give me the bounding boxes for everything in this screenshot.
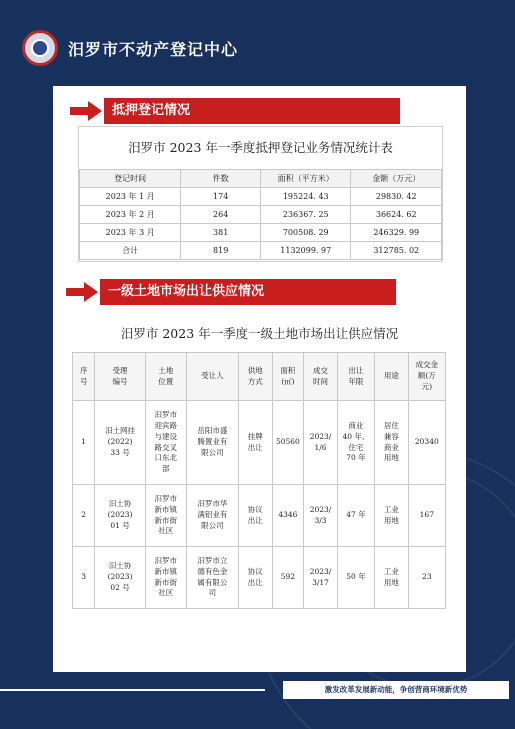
cell-line: 口东北 [154, 453, 177, 463]
cell-line: 兼容 [383, 431, 399, 441]
cell-line: 挂牌 [247, 431, 263, 441]
cell-line: 额(万 [417, 371, 436, 381]
cell-line: 新市镇 [154, 504, 177, 514]
table-cell [95, 485, 145, 547]
table-row [80, 206, 442, 224]
cell-line: 1 [81, 437, 87, 447]
cell-line: 社区 [158, 526, 174, 536]
column-header [238, 353, 272, 401]
cell-line: 2023/ [309, 504, 332, 514]
cell-line: 01 号 [110, 520, 130, 530]
column-header [73, 353, 95, 401]
table-cell [238, 547, 272, 609]
cell-line: 汨罗市 [154, 409, 177, 419]
cell-line: 2 [81, 510, 87, 520]
cell-line: 元) [421, 381, 433, 391]
cell-line: 土地 [158, 365, 174, 375]
cell-line: 汨罗市华 [197, 499, 228, 509]
section-heading-mortgage [70, 98, 400, 124]
table-cell: 819 [181, 242, 261, 260]
table-cell: 合计 [80, 242, 181, 260]
cell-line: 出让 [247, 515, 263, 525]
cell-line: 满铝业有 [197, 510, 228, 520]
table-cell [408, 485, 445, 547]
cell-line: 50560 [275, 437, 300, 447]
table-cell: 2023 年 3 月 [80, 224, 181, 242]
cell-line: 40 年、 [342, 431, 370, 441]
cell-line: 时间 [313, 376, 328, 386]
column-header [145, 353, 186, 401]
table-cell: 174 [181, 188, 261, 206]
table-row [80, 188, 442, 206]
cell-line: 与建设 [154, 431, 177, 441]
cell-line: 社区 [158, 588, 174, 598]
table-cell [186, 401, 238, 485]
cell-line: 属有限公 [197, 577, 228, 587]
cell-line: 3 [81, 572, 87, 582]
cell-line: 新市街 [154, 577, 177, 587]
cell-line: 出让 [247, 577, 263, 587]
table-cell [73, 547, 95, 609]
table-row [80, 242, 442, 260]
table-cell [186, 485, 238, 547]
cell-line: 出让 [348, 365, 364, 375]
column-header [375, 353, 409, 401]
table-cell [304, 547, 338, 609]
table-cell: 195224. 43 [260, 188, 351, 206]
table-cell [375, 547, 409, 609]
cell-line: 协议 [247, 566, 263, 576]
cell-line: 出让 [247, 442, 263, 452]
cell-line: 20340 [414, 437, 439, 447]
cell-line: 02 号 [110, 582, 130, 592]
cell-line: 23 [422, 572, 432, 582]
cell-line: 2023/ [309, 566, 332, 576]
table-row [73, 485, 446, 547]
table-cell: 312785. 02 [351, 242, 442, 260]
column-header: 登记时间 [80, 170, 181, 188]
cell-line: 司 [208, 588, 217, 598]
table-cell: 381 [181, 224, 261, 242]
table-cell: 246329. 99 [351, 224, 442, 242]
table-cell: 36624. 62 [351, 206, 442, 224]
table-title: 汨罗市 2023 年一季度抵押登记业务情况统计表 [128, 140, 393, 155]
section-label: 抵押登记情况 [104, 98, 400, 124]
table-cell [375, 401, 409, 485]
land-supply-table [72, 352, 446, 609]
cell-line: 3/3 [314, 515, 327, 525]
table-cell: 700508. 29 [260, 224, 351, 242]
column-header: 金额（万元） [351, 170, 442, 188]
cell-line: 4346 [278, 510, 298, 520]
table-cell [408, 547, 445, 609]
table-cell [238, 401, 272, 485]
header-title: 汨罗市不动产登记中心 [68, 39, 239, 59]
cell-line: 用地 [383, 453, 399, 463]
table-cell [186, 547, 238, 609]
table-cell: 1132099. 97 [260, 242, 351, 260]
cell-line: 年限 [348, 376, 364, 386]
table-cell: 264 [181, 206, 261, 224]
arrow-right-icon [66, 282, 100, 302]
cell-line: 汨土网挂 [105, 426, 136, 436]
column-header: 面积（平方米） [260, 170, 351, 188]
cell-line: 商业 [348, 420, 364, 430]
cell-line: 汨罗市立 [197, 555, 228, 565]
table-cell: 2023 年 2 月 [80, 206, 181, 224]
cell-line: 70 年 [346, 453, 366, 463]
cell-line: 迎宾路 [154, 420, 177, 430]
table-cell [337, 485, 374, 547]
cell-line: 方式 [247, 376, 263, 386]
cell-line: 33 号 [110, 447, 130, 457]
cell-line: 工业 [383, 504, 399, 514]
cell-line: 用途 [383, 371, 399, 381]
cell-line: 商业 [383, 442, 399, 452]
table-title: 汨罗市 2023 年一季度一级土地市场出让供应情况 [120, 326, 399, 341]
cell-line: 用地 [383, 515, 399, 525]
table-cell [272, 401, 304, 485]
table-cell [95, 401, 145, 485]
table-row [80, 224, 442, 242]
cell-line: 受让人 [201, 371, 224, 381]
table-cell [304, 401, 338, 485]
cell-line: 新市街 [154, 515, 177, 525]
cell-line: 号 [79, 376, 88, 386]
arrow-right-icon [70, 101, 104, 121]
cell-line: 汨土协 [108, 561, 132, 571]
cell-line: 供地 [247, 365, 263, 375]
table-cell: 236367. 25 [260, 206, 351, 224]
table-cell: 29830. 42 [351, 188, 442, 206]
cell-line: 位置 [158, 376, 174, 386]
column-header [337, 353, 374, 401]
mortgage-stats-card [78, 126, 443, 262]
cell-line: 167 [419, 510, 434, 520]
cell-line: 受理 [112, 365, 128, 375]
cell-line: 新市镇 [154, 566, 177, 576]
cell-line: 成交 [313, 365, 328, 375]
cell-line: 47 年 [346, 510, 366, 520]
table-row [73, 401, 446, 485]
table-cell [145, 485, 186, 547]
section-label: 一级土地市场出让供应情况 [100, 279, 396, 305]
table-cell [145, 401, 186, 485]
cell-line: 住宅 [348, 442, 364, 452]
column-header [304, 353, 338, 401]
cell-line: 路交叉 [154, 442, 177, 452]
column-header [272, 353, 304, 401]
cell-line: 岳阳市盛 [197, 426, 228, 436]
cell-line: 592 [280, 572, 296, 582]
cell-line: 协议 [247, 504, 263, 514]
table-cell [337, 401, 374, 485]
cell-line: (2022) [107, 437, 133, 447]
cell-line: 编号 [112, 376, 128, 386]
table-cell [145, 547, 186, 609]
table-cell [272, 485, 304, 547]
cell-line: 1/6 [314, 442, 327, 452]
column-header [95, 353, 145, 401]
cell-line: 限公司 [201, 447, 224, 457]
column-header [408, 353, 445, 401]
cell-line: 序 [79, 365, 88, 375]
table-cell [238, 485, 272, 547]
table-cell [375, 485, 409, 547]
cell-line: 腾置业有 [197, 437, 228, 447]
page-header [22, 30, 238, 66]
cell-line: (2023) [107, 572, 133, 582]
table-cell: 2023 年 1 月 [80, 188, 181, 206]
mortgage-stats-table [79, 169, 442, 260]
cell-line: 汨罗市 [154, 555, 177, 565]
table-cell [272, 547, 304, 609]
cell-line: 2023/ [309, 431, 332, 441]
table-row [73, 547, 446, 609]
table-cell [304, 485, 338, 547]
cell-line: 限公司 [201, 520, 224, 530]
table-cell [73, 401, 95, 485]
section-heading-land-supply [66, 279, 396, 305]
cell-line: 面积 [280, 365, 296, 375]
cell-line: 部 [161, 464, 170, 474]
cell-line: (㎡) [281, 376, 295, 386]
cell-line: 居住 [383, 420, 399, 430]
cell-line: 50 年 [346, 572, 366, 582]
table-cell [73, 485, 95, 547]
cell-line: 用地 [383, 577, 399, 587]
footer-divider [0, 689, 265, 691]
land-supply-card [72, 352, 446, 609]
column-header: 件数 [181, 170, 261, 188]
cell-line: (2023) [107, 510, 133, 520]
cell-line: 3/17 [312, 577, 329, 587]
table-cell [337, 547, 374, 609]
cell-line: 汨罗市 [154, 493, 177, 503]
cell-line: 汨土协 [108, 499, 132, 509]
cell-line: 工业 [383, 566, 399, 576]
footer-slogan: 激发改革发展新动能，争创营商环境新优势 [283, 681, 509, 699]
cell-line: 成交金 [415, 360, 439, 370]
table-cell [95, 547, 145, 609]
emblem-logo [22, 30, 58, 66]
cell-line: 德有色金 [197, 566, 228, 576]
column-header [186, 353, 238, 401]
table-cell [408, 401, 445, 485]
